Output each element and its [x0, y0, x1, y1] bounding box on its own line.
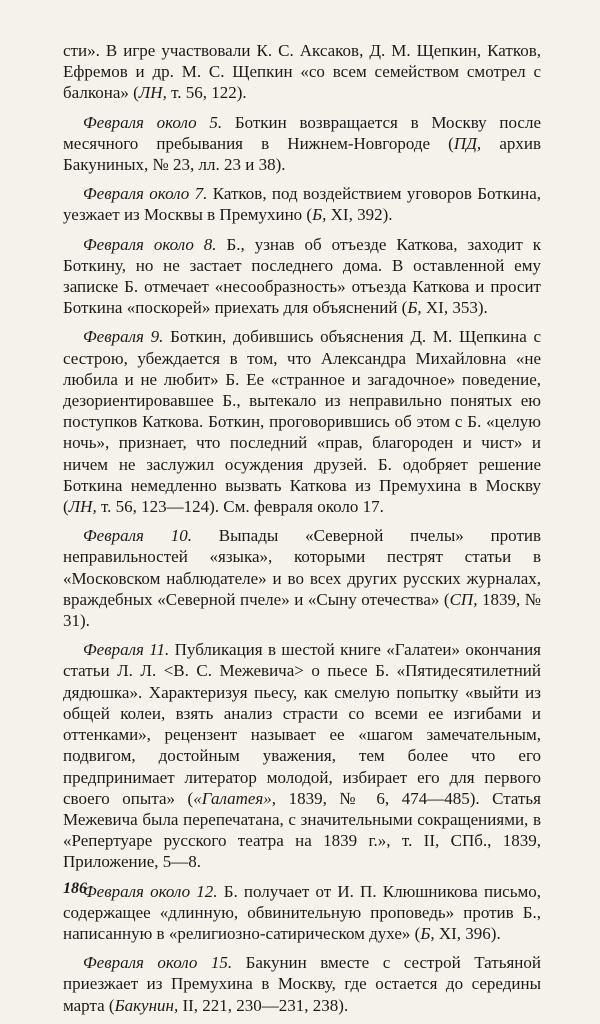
- source-abbrev: «Галатея»,: [193, 788, 277, 808]
- chronicle-entry: [63, 183, 541, 225]
- entry-ref: XI, 353).: [421, 298, 488, 318]
- entry-date: Февраля около 7.: [83, 184, 208, 204]
- chronicle-entry: [63, 112, 541, 176]
- chronicle-entry: [63, 881, 541, 945]
- source-abbrev: ЛН,: [138, 83, 167, 103]
- source-abbrev: Б,: [420, 923, 435, 943]
- source-abbrev: Бакунин,: [114, 995, 179, 1015]
- entry-ref: 1839, № 6, 474—485). Статья Межевича была перепечатана, с значительными сокращениями, в «Репертуаре русского театра на 1839 г.», т. II, СПб., 1839, Приложение, 5—8.: [63, 788, 541, 872]
- entry-text: Б. получает от И. П. Клюшникова письмо, содержащее «длинную, обвинительную проповедь» против Б., написанную в «религиозно-сатирическом духе» (: [63, 881, 541, 943]
- entry-ref: XI, 396).: [434, 923, 501, 943]
- page-number: 186: [63, 880, 87, 897]
- entry-ref: т. 56, 123—124). См. февраля около 17.: [96, 497, 384, 517]
- source-abbrev: СП,: [449, 589, 478, 609]
- continuation-ref: т. 56, 122).: [166, 83, 247, 103]
- entry-text: Б., узнав об отъезде Каткова, заходит к Боткину, но не застает последнего дома. В оставленной ему записке Б. отмечает «несообразность» отъезда Каткова и просит Боткина «поскорей» приехать для объяснений (: [63, 234, 541, 318]
- entry-date: Февраля 10.: [83, 526, 192, 546]
- page-body: [63, 40, 541, 1024]
- source-abbrev: ПД,: [453, 133, 482, 153]
- entry-ref: 1839, № 31).: [63, 589, 541, 631]
- entry-date: Февраля около 5.: [83, 112, 223, 132]
- continuation-text: сти». В игре участвовали К. С. Аксаков, Д. М. Щепкин, Катков, Ефремов и др. М. С. Щепкин «со всем семейством смотрел с балкона» (: [63, 41, 541, 103]
- entry-date: Февраля 9.: [83, 327, 164, 347]
- chronicle-entry: [63, 952, 541, 1016]
- entry-text: Боткин возвращается в Москву после месячного пребывания в Нижнем-Новгороде (: [63, 112, 541, 153]
- entry-text: Катков, под воздействием уговоров Боткина, уезжает из Москвы в Премухино (: [63, 184, 541, 225]
- entry-text: Боткин, добившись объяснения Д. М. Щепкина с сестрою, убеждается в том, что Александра Михайловна «не любила и не любит» Б. Ее «странное и загадочное» поведение, дезориентировавшее Б., вытекало из неправильно понятых ею поступков Каткова. Боткин, проговорившись об этом с Б. «целую ночь», признает, что последний «прав, благороден и чист» и ничем не заслужил осуждения друзей. Б. одобряет решение Боткина немедленно вызвать Каткова из Премухина в Москву (: [63, 327, 541, 517]
- chronicle-entry: [63, 326, 541, 517]
- source-abbrev: Б,: [407, 298, 422, 318]
- continuation-paragraph: [63, 40, 541, 104]
- chronicle-entry: [63, 234, 541, 319]
- entry-date: Февраля 11.: [83, 640, 170, 660]
- entry-ref: XI, 392).: [326, 205, 393, 225]
- chronicle-entry: [63, 639, 541, 872]
- entry-date: Февраля около 12.: [83, 881, 218, 901]
- entry-ref: II, 221, 230—231, 238).: [178, 995, 349, 1015]
- entry-ref: архив Бакуниных, № 23, лл. 23 и 38).: [63, 133, 541, 175]
- entry-date: Февраля около 15.: [83, 953, 233, 973]
- entry-text: Публикация в шестой книге «Галатеи» окончания статьи Л. Л. <В. С. Межевича> о пьесе Б. «Пятидесятилетний дядюшка». Характеризуя пьесу, как смелую попытку «выйти из общей колеи, взять анализ страсти со всеми ее изгибами и оттенками», рецензент называет ее «шагом замечательным, подвигом, достойным уважения, тем более что его предпринимает литератор молодой, избирает его для первого своего опыта» (: [63, 640, 541, 808]
- entry-text: Выпады «Северной пчелы» против неправильностей «языка», которыми пестрят статьи в «Московском наблюдателе» и во всех других русских журналах, враждебных «Северной пчеле» и «Сыну отечества» (: [63, 526, 541, 609]
- source-abbrev: ЛН,: [68, 497, 97, 517]
- entry-text: Бакунин вместе с сестрой Татьяной приезжает из Премухина в Москву, где остается до середины марта (: [63, 953, 541, 1015]
- chronicle-entry: [63, 525, 541, 631]
- entry-date: Февраля около 8.: [83, 234, 217, 254]
- source-abbrev: Б,: [312, 205, 327, 225]
